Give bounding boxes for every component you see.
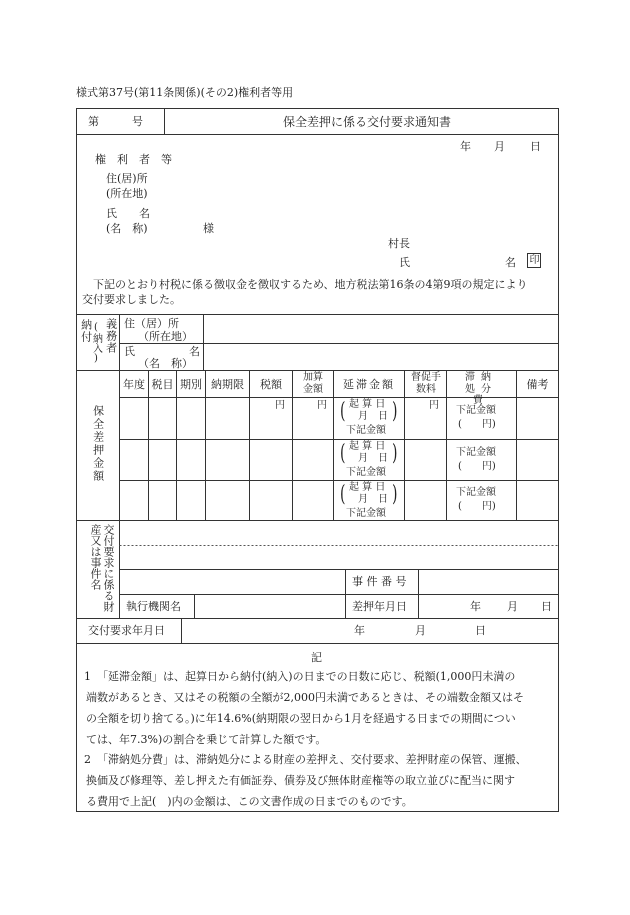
issuer-name-label-1: 氏 xyxy=(399,256,410,269)
col-header-year: 年度 xyxy=(123,378,145,391)
date-year: 年 xyxy=(460,140,471,153)
unit-yen-tax: 円 xyxy=(275,400,285,411)
recipient-name-label: 氏 名 xyxy=(106,207,150,220)
issuer-title: 村長 xyxy=(388,237,410,250)
penalty-cell: ( ) 起 算 日 月 日 下記金額 xyxy=(340,441,398,478)
taxpayer-address-label: 住（居）所 xyxy=(124,317,179,330)
disposal-note: 下記金額 xyxy=(456,487,496,498)
col-header-reminder-fee: 督促手数料 xyxy=(411,372,441,395)
seal-mark: 印 xyxy=(529,255,540,266)
penalty-month-day: 月 日 xyxy=(358,411,388,422)
col-header-additional: 加算金額 xyxy=(303,372,323,395)
taxpayer-name-label-2: 名 xyxy=(189,345,200,358)
disposal-paren: ( 円) xyxy=(458,419,496,430)
request-month: 月 xyxy=(415,624,426,637)
amount-side-label: 保全差押金額 xyxy=(91,405,105,483)
notes-heading: 記 xyxy=(311,651,322,664)
col-header-disposal-fee: 滞納処分費 xyxy=(465,372,497,406)
intro-line-1: 下記のとおり村税に係る徴収金を徴収するため、地方税法第16条の4第9項の規定により xyxy=(93,278,528,291)
number-label: 第 号 xyxy=(88,115,143,128)
col-header-due-date: 納期限 xyxy=(211,378,244,391)
disposal-note: 下記金額 xyxy=(456,447,496,458)
recipient-name-sub: (名 称) xyxy=(106,222,148,235)
note-1-line-3: の全額を切り捨てる。)に年14.6%(納期限の翌日から1月を経過する日までの期間につい xyxy=(86,712,516,725)
penalty-note: 下記金額 xyxy=(346,425,386,436)
taxpayer-name-label-1: 氏 xyxy=(124,345,135,358)
issuer-name-label-2: 名 xyxy=(505,256,516,269)
note-2-line-2: 換価及び修理等、差し押えた有価証券、債券及び無体財産権等の取立並びに配当に関す xyxy=(86,774,515,787)
recipient-address-sub: (所在地) xyxy=(106,187,148,200)
note-2-line-1: 「滞納処分費」は、滞納処分による財産の差押え、交付要求、差押財産の保管、運搬、 xyxy=(97,753,527,766)
recipient-heading: 権 利 者 等 xyxy=(95,153,172,166)
date-month: 月 xyxy=(494,140,505,153)
recipient-honorific: 様 xyxy=(203,222,214,235)
property-side-label: 交付要求に係る財産又は事件名 xyxy=(89,524,115,612)
seizure-day: 日 xyxy=(541,600,552,613)
disposal-paren: ( 円) xyxy=(458,501,496,512)
col-header-tax-item: 税目 xyxy=(151,378,174,391)
penalty-start-label: 起 算 日 xyxy=(349,399,386,410)
taxpayer-address-sub: （所在地） xyxy=(138,330,193,343)
taxpayer-side-label-2: (納入) xyxy=(90,322,102,364)
penalty-start-label: 起 算 日 xyxy=(349,482,386,493)
penalty-cell: ( ) 起 算 日 月 日 下記金額 xyxy=(340,482,398,519)
seizure-year: 年 xyxy=(470,600,481,613)
disposal-note: 下記金額 xyxy=(456,405,496,416)
unit-yen-reminder: 円 xyxy=(429,400,439,411)
taxpayer-side-label-3: 義務者 xyxy=(104,318,118,354)
seizure-date-label: 差押年月日 xyxy=(352,600,407,613)
penalty-cell: ( ) 起 算 日 月 日 下記金額 xyxy=(340,399,398,436)
seizure-month: 月 xyxy=(507,600,518,613)
form-label: 様式第37号(第11条関係)(その2)権利者等用 xyxy=(76,86,294,99)
document-title: 保全差押に係る交付要求通知書 xyxy=(283,115,452,129)
penalty-month-day: 月 日 xyxy=(358,494,388,505)
note-2-number: 2 xyxy=(84,753,91,766)
col-header-period: 期別 xyxy=(180,378,202,391)
disposal-paren: ( 円) xyxy=(458,461,496,472)
recipient-address-label: 住(居)所 xyxy=(106,172,148,185)
col-header-remarks: 備考 xyxy=(526,378,549,391)
agency-label: 執行機関名 xyxy=(126,600,181,613)
note-2-line-3: る費用で上記( )内の金額は、この文書作成の日までのものです。 xyxy=(86,795,413,808)
note-1-line-1: 「延滞金額」は、起算日から納付(納入)の日までの日数に応じ、税額(1,000円未満の xyxy=(97,670,516,683)
penalty-month-day: 月 日 xyxy=(358,453,388,464)
request-day: 日 xyxy=(475,624,486,637)
note-1-line-4: ては、年7.3%)の割合を乗じて計算した額です。 xyxy=(86,733,327,746)
col-header-penalty: 延滞金額 xyxy=(343,378,395,391)
unit-yen-additional: 円 xyxy=(317,400,327,411)
request-year: 年 xyxy=(354,624,365,637)
case-number-label: 事 件 番 号 xyxy=(352,575,407,588)
note-1-line-2: 端数があるとき、又はその税額の全額が2,000円未満であるときは、その端数金額又はそ xyxy=(86,691,525,704)
taxpayer-name-sub: （名 称） xyxy=(138,357,193,370)
intro-line-2: 交付要求しました。 xyxy=(82,293,181,306)
date-day: 日 xyxy=(530,140,541,153)
col-header-tax-amount: 税額 xyxy=(260,378,282,391)
penalty-note: 下記金額 xyxy=(346,508,386,519)
note-1-number: 1 xyxy=(84,670,91,683)
request-date-label: 交付要求年月日 xyxy=(88,624,165,637)
penalty-start-label: 起 算 日 xyxy=(349,441,386,452)
penalty-note: 下記金額 xyxy=(346,467,386,478)
taxpayer-side-label-1: 納付 xyxy=(79,319,93,343)
